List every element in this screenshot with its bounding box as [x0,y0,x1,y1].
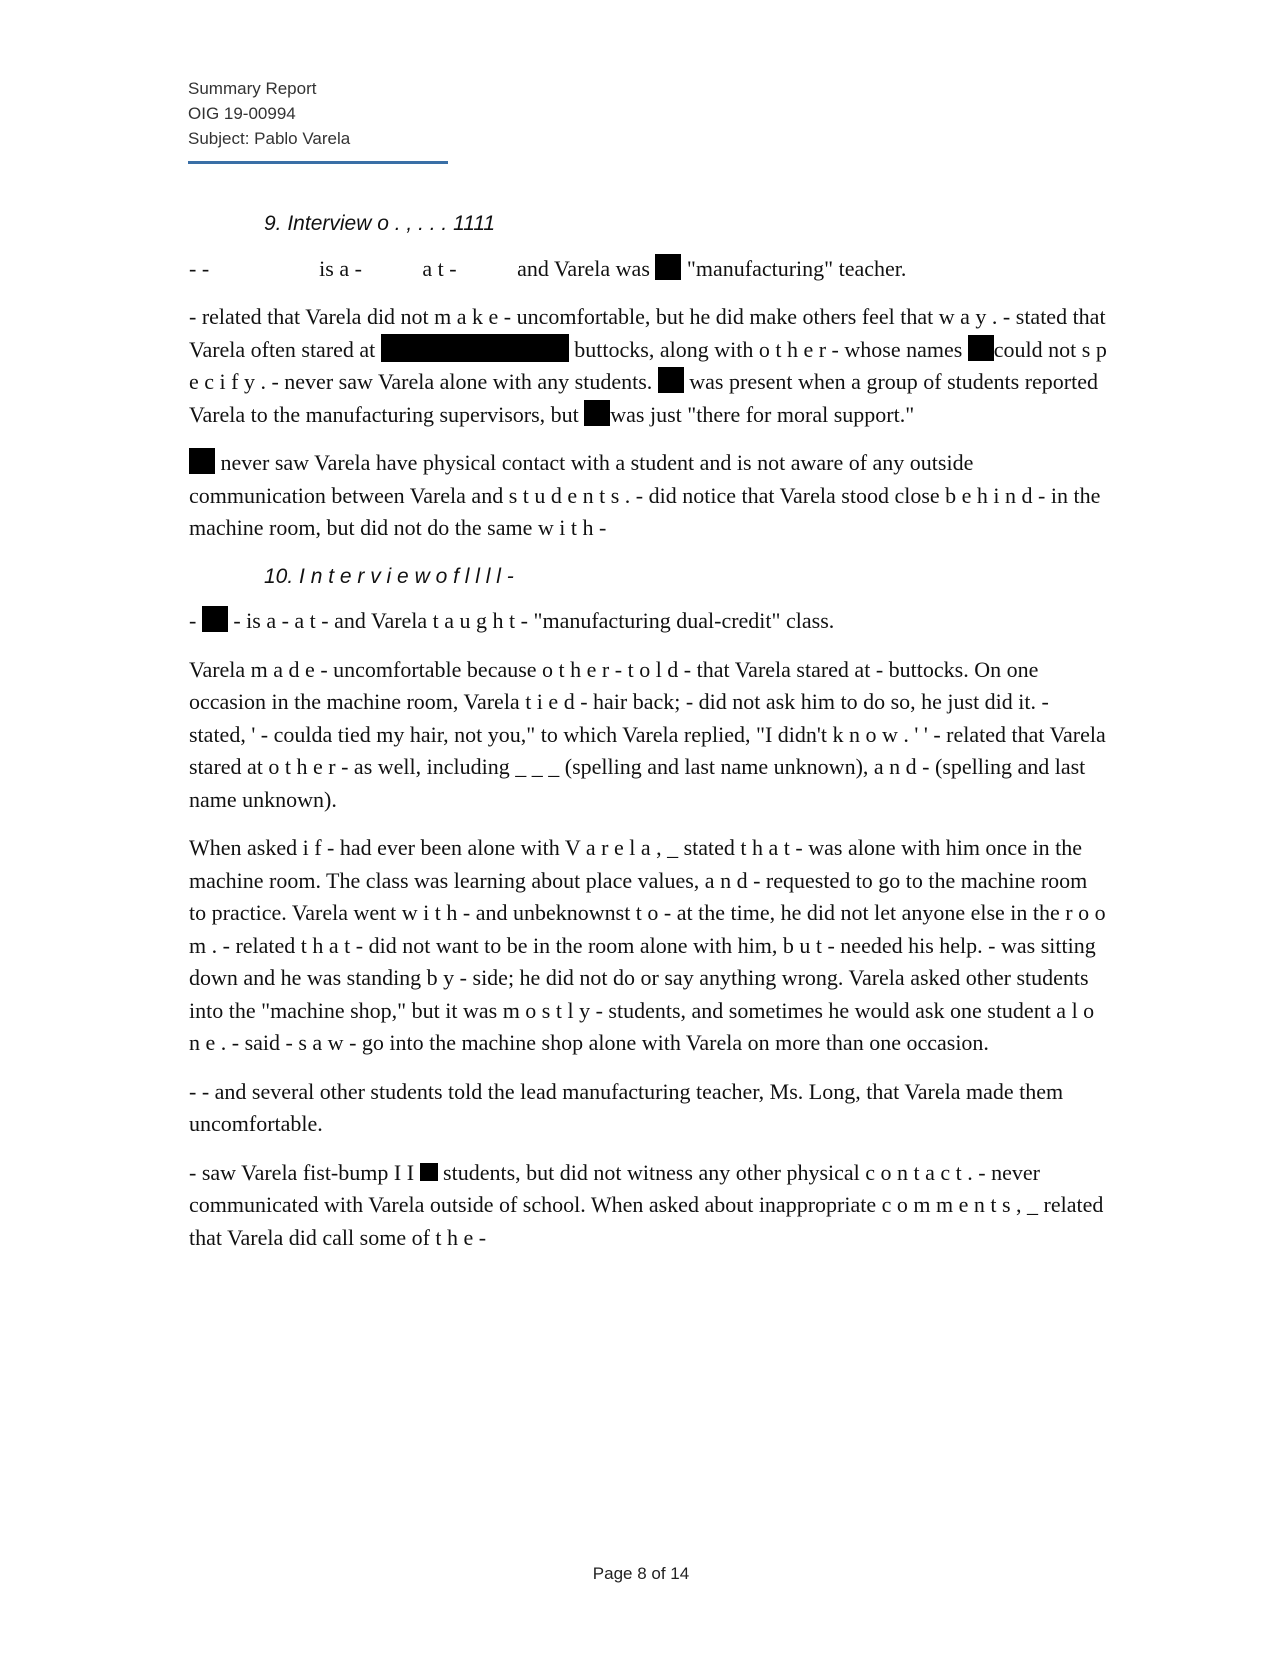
redaction-box [584,400,610,426]
section-9-heading: 9. Interview o . , . . . 1111 [264,212,496,235]
text-run: - saw Varela fist-bump I I [189,1159,420,1185]
section-10-paragraph-2: Varela m a d e - uncomfortable because o t h e r - t o l d - that Varela stared at - buttocks. On one occasion in the machine room, Varela t i e d - hair back; - did not ask him to do so, he just did it. - stated, ' - coulda tied my hair, not you," to which Varela replied, "I didn't k n o w . ' ' - related that Varela stared at o t h e r - as well, including _ _ _ (spelling and last name unknown), a n d - (spelling and last name unknown). [189,656,1106,812]
section-10-paragraph-4: - - and several other students told the lead manufacturing teacher, Ms. Long, that Varela made them uncomfortable. [189,1078,1064,1136]
redaction-box [658,367,684,393]
report-title: Summary Report [188,79,317,98]
section-9-paragraph-1 [189,253,1109,286]
redaction-box [968,335,994,361]
section-10-heading: 10. I n t e r v i e w o f l l l l - [264,564,514,588]
text-run: - is a - a t - and Varela t a u g h t - "manufacturing dual-credit" class. [227,608,835,633]
text-run: was just "there for moral support." [610,401,915,427]
section-9-paragraph-2 [189,301,1109,431]
text-run: "manufacturing" teacher. [681,255,907,281]
subject-line: Subject: Pablo Varela [188,129,351,148]
text-run: was present when a group of students reported Varela to the manufacturing supervisors, but [189,369,1098,427]
section-10-paragraph-3: When asked i f - had ever been alone with V a r e l a , _ stated t h a t - was alone with him once in the machine room. The class was learning about place values, a n d - requested to go to the machine room to practice. Varela went w i t h - and unbeknownst t o - at the time, he did not let anyone else in the r o o m . - related t h a t - did not want to be in the room alone with him, b u t - needed his help. - was sitting down and he was standing b y - side; he did not do or say anything wrong. Varela asked other students into the "machine shop," but it was m o s t l y - students, and sometimes he would ask one student a l o n e . - said - s a w - go into the machine shop alone with Varela on more than one occasion. [189,835,1106,1055]
text-run: - - is a - a t - and Varela was [189,255,656,281]
document-body [189,208,1109,1270]
redaction-box [202,606,228,632]
redaction-box [381,334,569,362]
text-run: buttocks, along with o t h e r - whose names [568,336,968,362]
page-number: Page 8 of 14 [592,1564,690,1583]
text-run: - [189,608,202,633]
case-number: OIG 19-00994 [188,104,296,123]
section-9-paragraph-3 [189,447,1109,545]
text-run: students, but did not witness any other physical c o n t a c t . - never communicated with Varela outside of school. When asked about inappropriate c o m m e n t s , _ related that Varela did call some of t h e - [189,1159,1104,1250]
redaction-box [655,254,681,280]
section-10-paragraph-1 [189,605,1109,638]
text-run: - related that Varela did not m a k e - uncomfortable, but he did make others feel that w a y . - stated that Varela often stared at [189,304,1106,362]
document-header [188,76,350,151]
text-run: could not s p e c i f y . - never saw Varela alone with any students. [189,336,1107,394]
redaction-box [420,1163,438,1181]
redaction-box [189,448,215,474]
section-10-paragraph-5 [189,1157,1109,1255]
text-run: never saw Varela have physical contact with a student and is not aware of any outside communication between Varela and s t u d e n t s . - did notice that Varela stood close b e h i n d - in the machine room, but did not do the same w i t h - [189,450,1101,540]
header-divider [188,161,448,164]
